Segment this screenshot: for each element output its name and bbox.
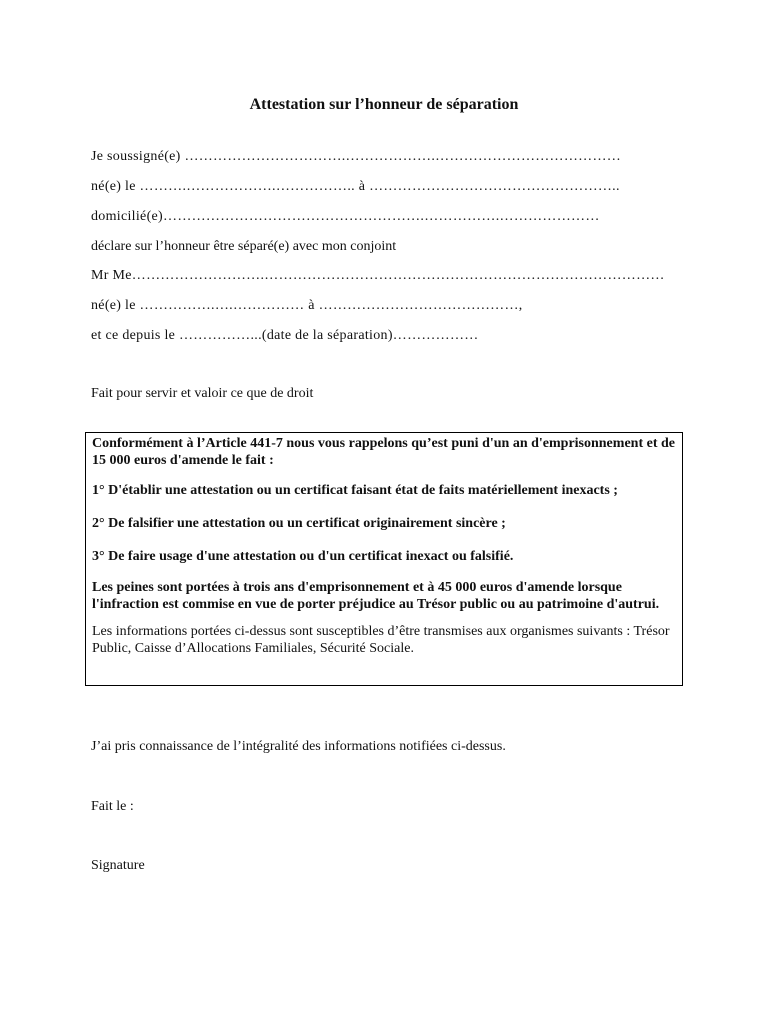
- legal-item-2: 2° De falsifier une attestation ou un certificat originairement sincère ;: [92, 516, 506, 531]
- field-ne-le: né(e) le ……….……………….…………….. à ……………………………………………..: [91, 179, 620, 194]
- fait-le: Fait le :: [91, 799, 134, 814]
- field-domicilie: domicilié(e)……………………………………………….…………….…………………: [91, 209, 600, 224]
- legal-item-1: 1° D'établir une attestation ou un certificat faisant état de faits matériellement inexacts ;: [92, 483, 618, 498]
- field-ne-le-conjoint: né(e) le …………….….…………… à ……………………………………,: [91, 298, 523, 313]
- field-date-separation: et ce depuis le ……………...(date de la séparation)………………: [91, 328, 479, 343]
- legal-item-3: 3° De faire usage d'une attestation ou d'un certificat inexact ou falsifié.: [92, 549, 514, 564]
- field-soussigne: Je soussigné(e) …………………………….……………….…………………………………: [91, 149, 622, 164]
- connaissance-statement: J’ai pris connaissance de l’intégralité des informations notifiées ci-dessus.: [91, 739, 506, 754]
- signature-label: Signature: [91, 858, 145, 873]
- fait-pour-servir: Fait pour servir et valoir ce que de droit: [91, 386, 314, 401]
- document-title: Attestation sur l’honneur de séparation: [249, 96, 519, 113]
- legal-notice-box: [85, 432, 683, 686]
- legal-intro: Conformément à l’Article 441-7 nous vous rappelons qu’est puni d'un an d'emprisonnement et de 15 000 euros d'amende le fait :: [92, 436, 675, 468]
- legal-peines: Les peines sont portées à trois ans d'emprisonnement et à 45 000 euros d'amende lorsque l'infraction est commise en vue de porter préjudice au Trésor public ou au patrimoine d'autrui.: [92, 580, 660, 612]
- field-declare: déclare sur l’honneur être séparé(e) avec mon conjoint: [91, 239, 397, 254]
- legal-infos: Les informations portées ci-dessus sont susceptibles d’être transmises aux organismes suivants : Trésor Public, Caisse d’Allocations Familiales, Sécurité Sociale.: [92, 624, 670, 656]
- field-mr-me: Mr Me……………………….…………………………………………………………………………: [91, 268, 665, 283]
